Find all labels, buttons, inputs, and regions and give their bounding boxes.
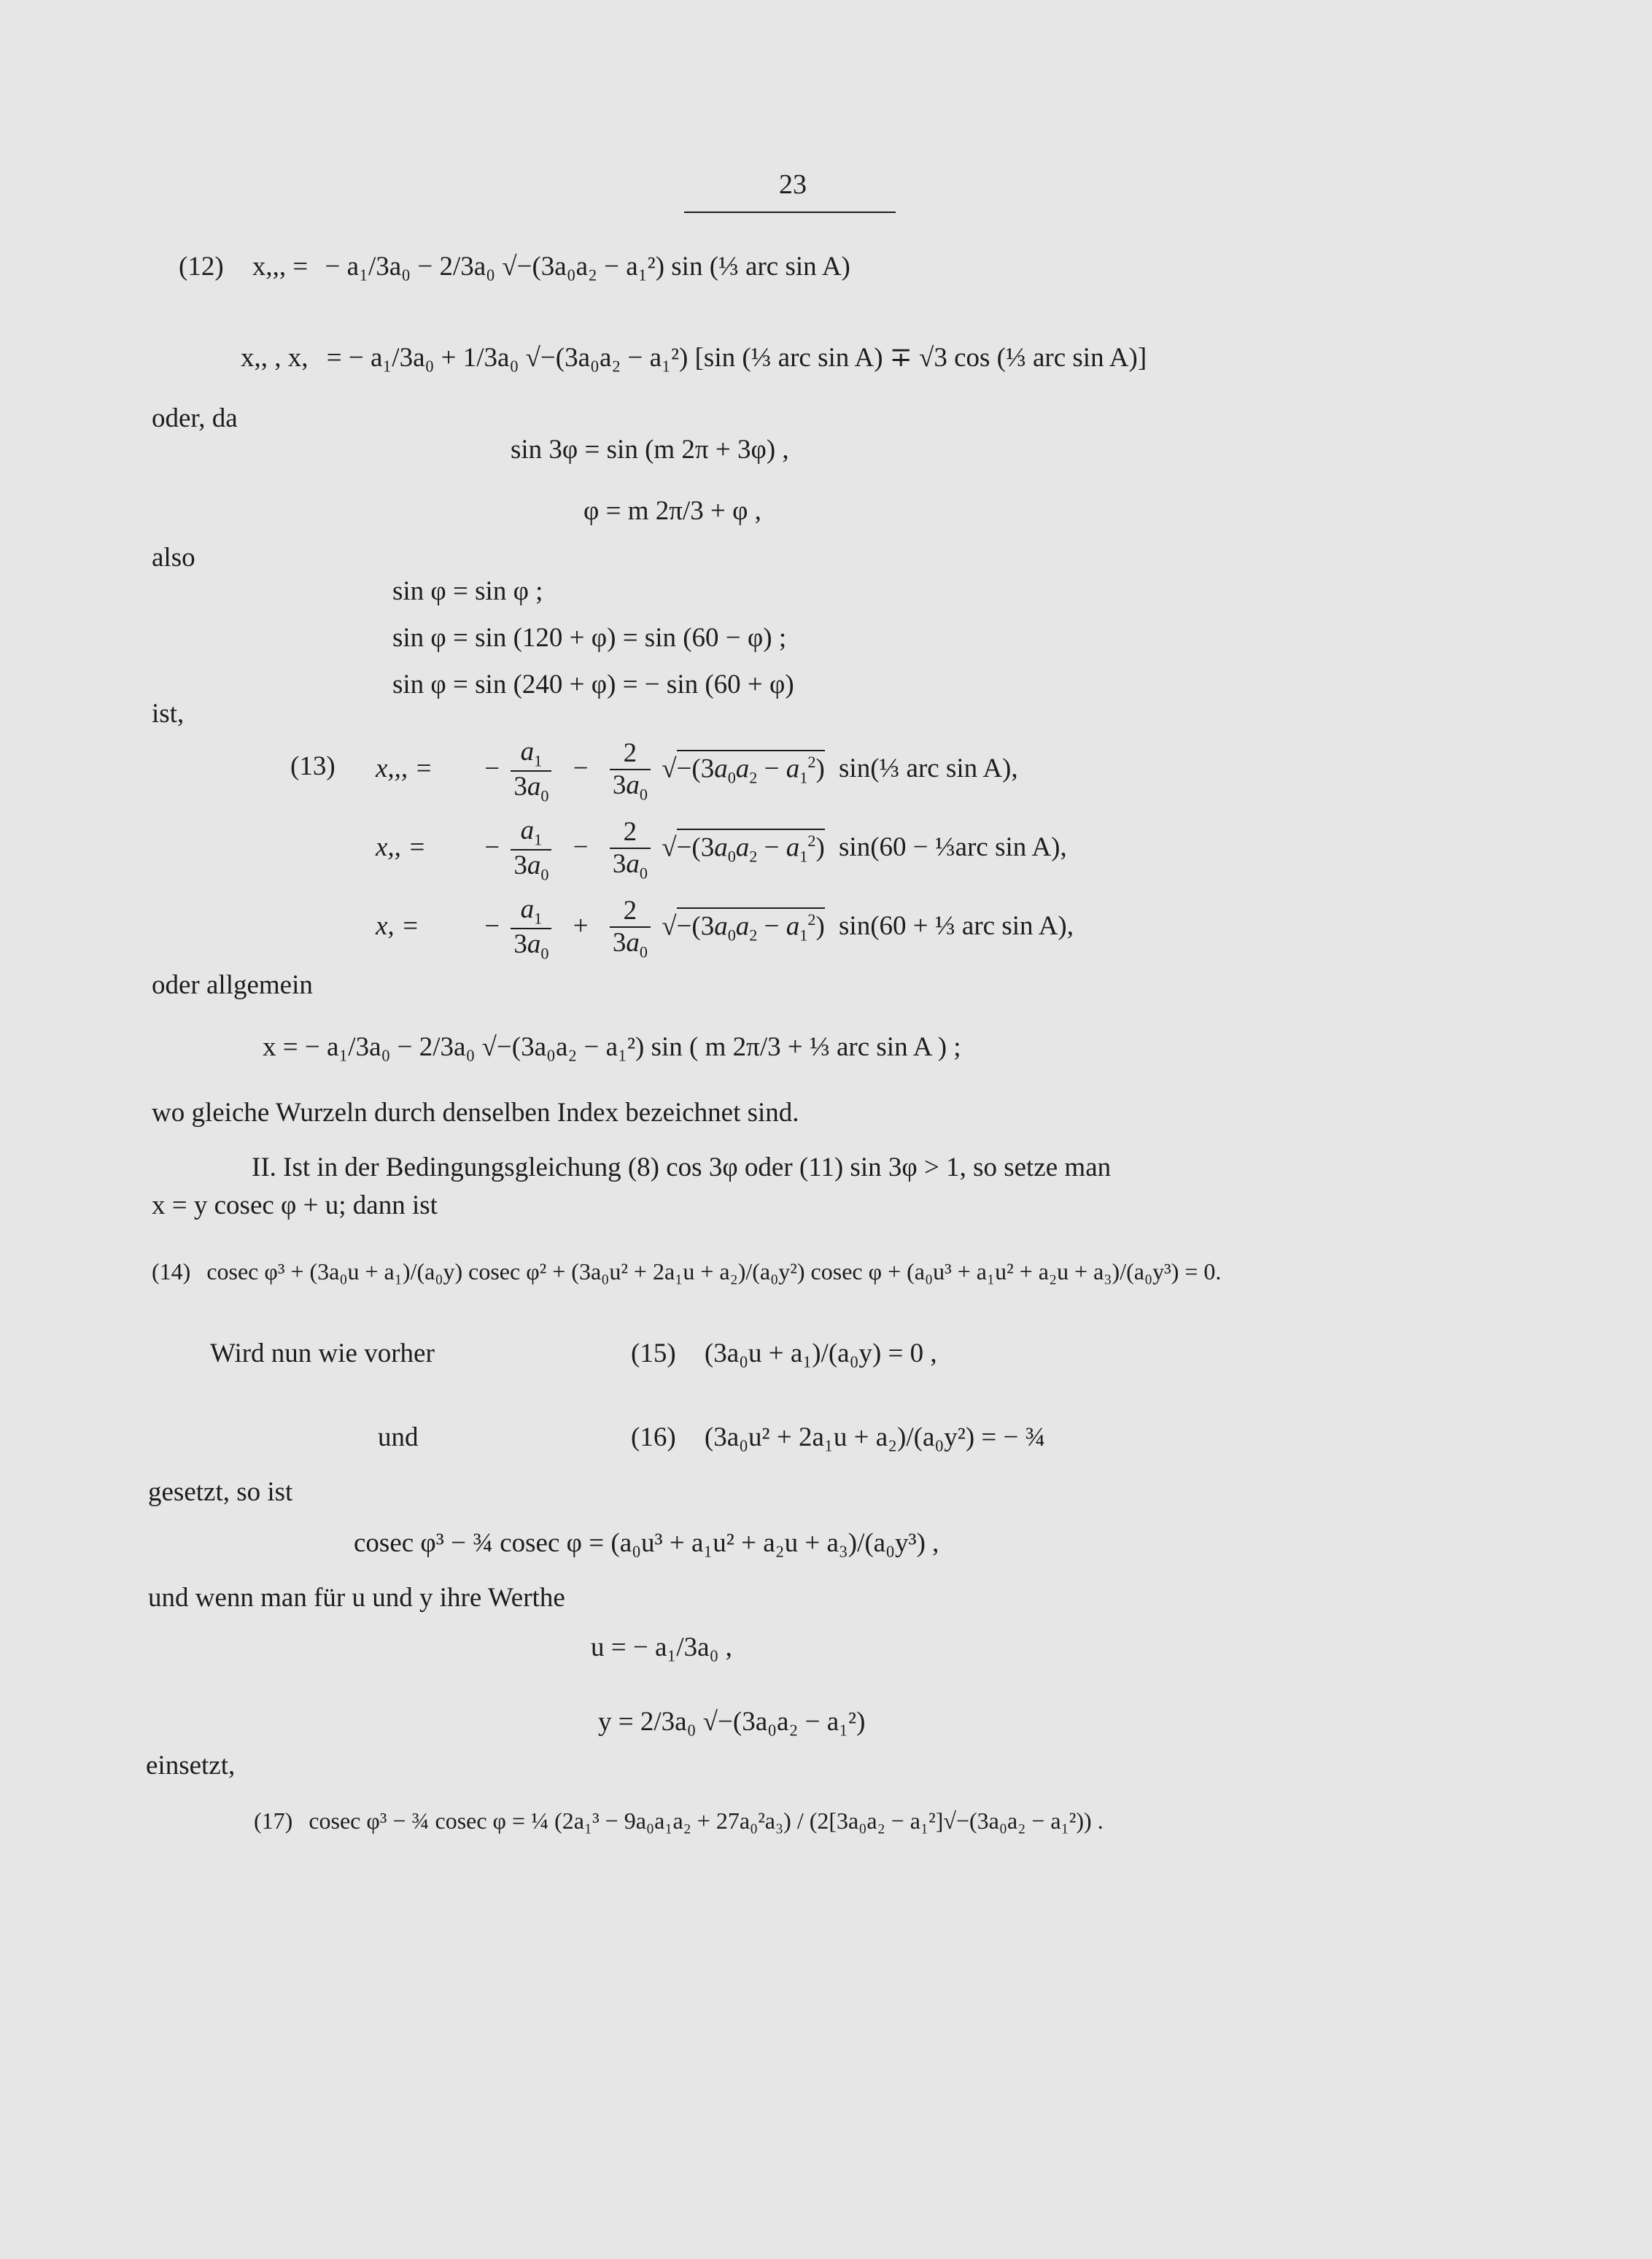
text-oder-da: oder, da	[152, 403, 238, 433]
equation-12b	[241, 343, 1147, 374]
eq13-label: (13)	[290, 751, 336, 781]
eq14-label: (14)	[152, 1258, 191, 1285]
eq12-label: (12)	[179, 252, 224, 282]
eq13-minus-3: −	[484, 911, 500, 942]
eq12b-body: = − a₁/3a₀ + 1/3a₀ √−(3a₀a₂ − a₁²) [sin (⅓ arc sin A) ∓ √3 cos (⅓ arc sin A)]	[326, 343, 1147, 373]
text-und-wenn: und wenn man für u und y ihre Werthe	[148, 1583, 565, 1613]
eq13-tail-2: sin(60 − ⅓arc sin A),	[839, 832, 1067, 863]
text-wo: wo gleiche Wurzeln durch denselben Index bezeichnet sind.	[152, 1098, 799, 1128]
eq17-body: cosec φ³ − ¾ cosec φ = ¼ (2a₁³ − 9a₀a₁a₂ + 27a₀²a₃) / (2[3a₀a₂ − a₁²]√−(3a₀a₂ − a₁²)) .	[309, 1807, 1104, 1834]
equation-16	[631, 1422, 1045, 1454]
two-over-3a0-fraction: $\frac{2}{3a_0}$	[610, 738, 651, 804]
eq13-tail-1: sin(⅓ arc sin A),	[839, 753, 1018, 784]
eq13-lhs-2: x,, =	[376, 832, 427, 863]
equation-12	[179, 252, 850, 283]
text-also: also	[152, 543, 195, 573]
sin-line-1: sin φ = sin φ ;	[392, 576, 543, 606]
equation-14	[152, 1258, 1221, 1285]
equation-17	[254, 1807, 1104, 1834]
equation-sin3phi: sin 3φ = sin (m 2π + 3φ) ,	[511, 435, 789, 465]
a1-over-3a0-fraction: $\frac{a_1}{3a_0}$	[511, 737, 551, 805]
eq13-minus-2: −	[484, 832, 500, 863]
eq13-line-1	[376, 737, 1018, 805]
eq13-sign-2: −	[573, 832, 589, 863]
a1-over-3a0-fraction: $\frac{a_1}{3a_0}$	[511, 815, 551, 884]
eq12-body: − a₁/3a₀ − 2/3a₀ √−(3a₀a₂ − a₁²) sin (⅓ arc sin A)	[325, 252, 850, 282]
text-und: und	[378, 1422, 419, 1452]
text-II-1: II. Ist in der Bedingungsgleichung (8) cos 3φ oder (11) sin 3φ > 1, so setze man	[252, 1152, 1112, 1182]
text-II-2: x = y cosec φ + u; dann ist	[152, 1190, 438, 1220]
page-number: 23	[779, 169, 807, 200]
sqrt-radicand: $-(3a_0a_2 - a_1^2)$	[677, 750, 825, 787]
eq16-body: (3a₀u² + 2a₁u + a₂)/(a₀y²) = − ¾	[704, 1422, 1046, 1452]
equation-general: x = − a₁/3a₀ − 2/3a₀ √−(3a₀a₂ − a₁²) sin ( m 2π/3 + ⅓ arc sin A ) ;	[263, 1032, 961, 1062]
equation-cosec: cosec φ³ − ¾ cosec φ = (a₀u³ + a₁u² + a₂u + a₃)/(a₀y³) ,	[354, 1528, 939, 1558]
two-over-3a0-fraction: $\frac{2}{3a_0}$	[610, 817, 651, 883]
sqrt-radical: √	[662, 753, 677, 784]
eq14-body: cosec φ³ + (3a₀u + a₁)/(a₀y) cosec φ² + (3a₀u² + 2a₁u + a₂)/(a₀y²) cosec φ + (a₀u³ + a₁u² + a₂u + a₃)/(a₀y³) = 0.	[206, 1258, 1222, 1285]
equation-y: y = 2/3a₀ √−(3a₀a₂ − a₁²)	[598, 1707, 866, 1737]
eq17-label: (17)	[254, 1807, 293, 1834]
sqrt-radical: √	[662, 832, 677, 863]
eq13-line-2	[376, 815, 1067, 884]
text-gesetzt: gesetzt, so ist	[148, 1477, 293, 1507]
eq15-body: (3a₀u + a₁)/(a₀y) = 0 ,	[704, 1338, 937, 1368]
text-ist: ist,	[152, 699, 185, 729]
a1-over-3a0-fraction: $\frac{a_1}{3a_0}$	[511, 894, 551, 963]
eq16-label: (16)	[631, 1422, 676, 1452]
eq13-lhs-1: x,,, =	[376, 753, 433, 784]
text-oder-allgemein: oder allgemein	[152, 970, 313, 1000]
equation-15	[631, 1338, 937, 1370]
eq13-line-3	[376, 894, 1074, 963]
header-rule	[684, 212, 896, 213]
sqrt-radical: √	[662, 911, 677, 942]
eq13-lhs-3: x, =	[376, 911, 419, 942]
equation-u: u = − a₁/3a₀ ,	[591, 1632, 732, 1662]
sqrt-radicand: $-(3a_0a_2 - a_1^2)$	[677, 829, 825, 866]
eq12b-lhs: x,, , x,	[241, 343, 309, 373]
sin-line-3: sin φ = sin (240 + φ) = − sin (60 + φ)	[392, 670, 794, 700]
eq13-minus-1: −	[484, 753, 500, 784]
eq13-tail-3: sin(60 + ⅓ arc sin A),	[839, 911, 1074, 942]
eq12-lhs: x,,, =	[252, 252, 309, 282]
eq13-sign-3: +	[573, 911, 589, 942]
sin-line-2: sin φ = sin (120 + φ) = sin (60 − φ) ;	[392, 623, 787, 653]
sqrt-radicand: $-(3a_0a_2 - a_1^2)$	[677, 907, 825, 945]
two-over-3a0-fraction: $\frac{2}{3a_0}$	[610, 896, 651, 961]
equation-phi: φ = m 2π/3 + φ ,	[583, 496, 761, 526]
eq13-sign-1: −	[573, 753, 589, 784]
eq15-label: (15)	[631, 1338, 676, 1368]
text-einsetzt: einsetzt,	[146, 1751, 236, 1781]
text-wird: Wird nun wie vorher	[210, 1338, 435, 1368]
